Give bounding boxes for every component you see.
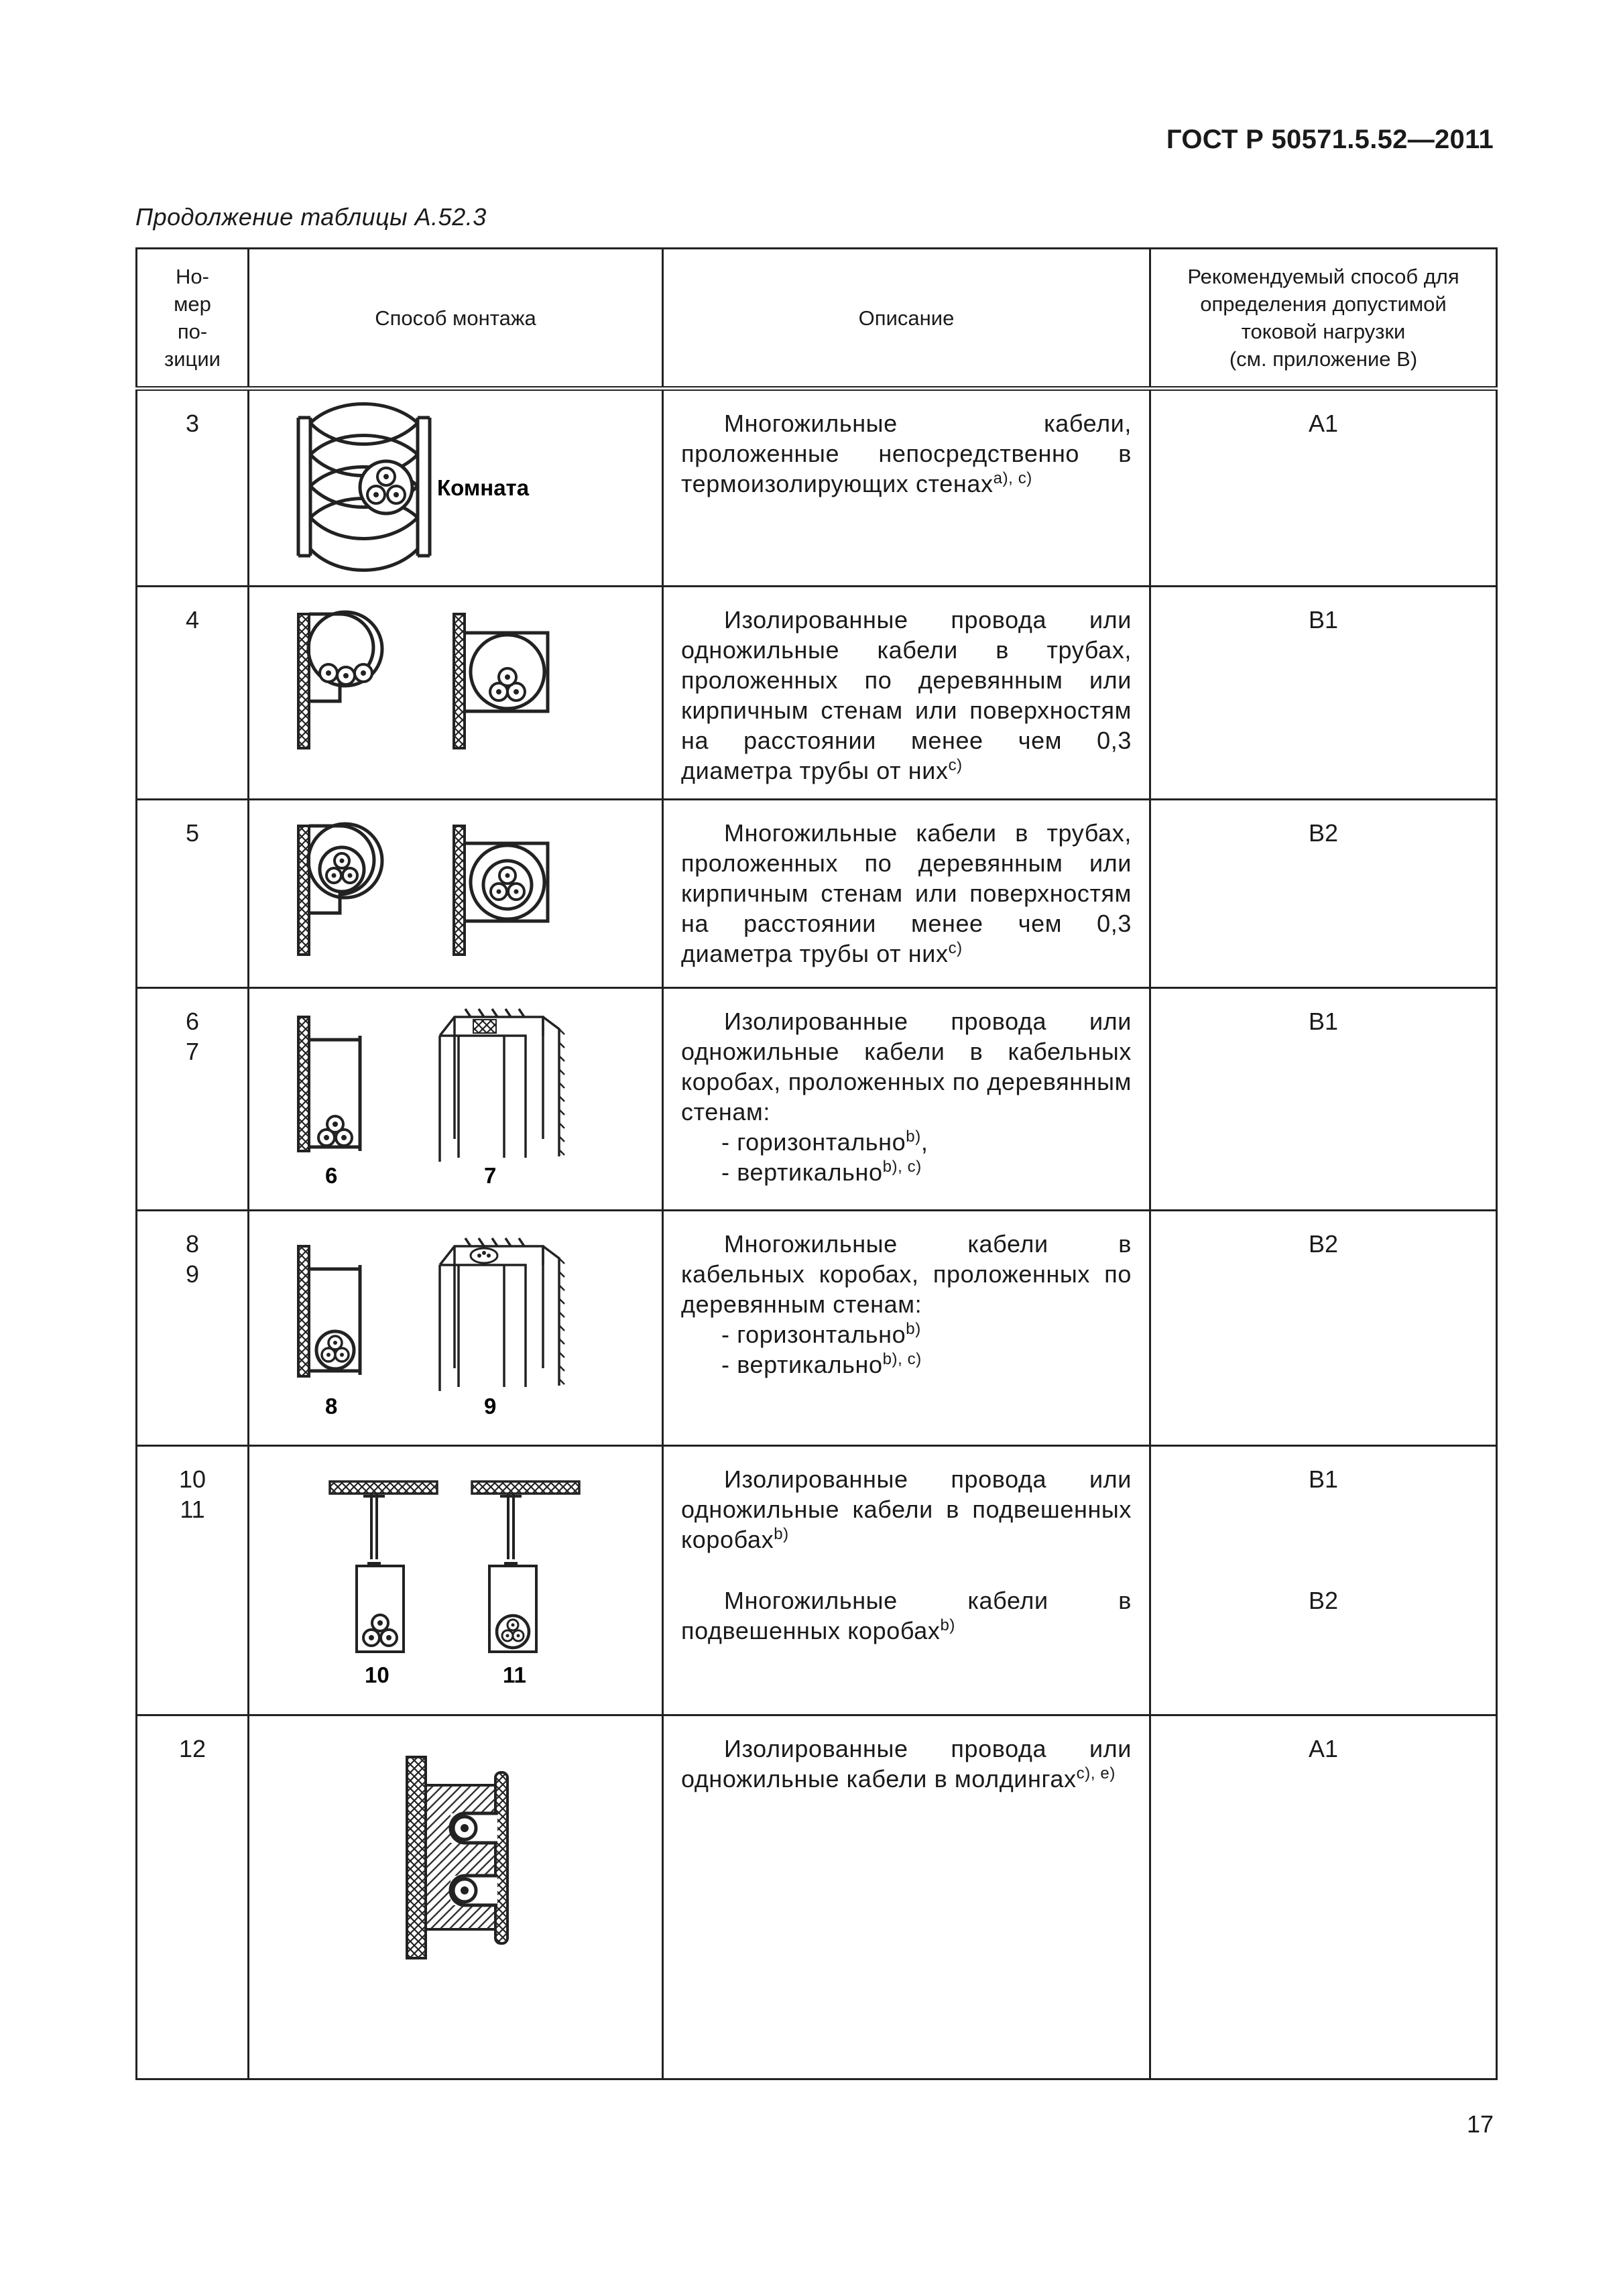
- description-cell: Изолированные провода или одножильные кабели в кабельных коробах, проложенных по деревянным стенам: - горизонтально$^{b)}$, - вертикально$^{b), c)}$: [663, 988, 1150, 1211]
- table-header-row: [137, 249, 1497, 389]
- description-cell: Многожильные кабели в кабельных коробах, проложенных по деревянным стенам: - горизонтально$^{b)}$ - вертикально$^{b), c)}$: [663, 1211, 1150, 1446]
- suspended-trunking-figure: [249, 1447, 660, 1712]
- description-cell: Изолированные провода или одножильные кабели в подвешенных коробах$^{b)}$ Многожильные кабели в подвешенных коробах$^{b)}$: [663, 1446, 1150, 1715]
- recommended-method: В1: [1150, 587, 1497, 800]
- description-cell: Изолированные провода или одножильные кабели в трубах, проложенных по деревянным или кирпичным стенам или поверхностям на расстоянии менее чем 0,3 диаметра трубы от них$^{c)}$: [663, 587, 1150, 800]
- position-number: 12: [137, 1715, 249, 2079]
- table-row: [137, 389, 1497, 587]
- table-row: [137, 1211, 1497, 1446]
- wall-trunking-multicore-figure: [249, 1211, 660, 1443]
- molding-figure: [249, 1716, 660, 2076]
- description-cell: Многожильные кабели в трубах, проложенных по деревянным или кирпичным стенам или поверхностям на расстоянии менее чем 0,3 диаметра трубы от них$^{c)}$: [663, 800, 1150, 988]
- figure-label-10: 10: [365, 1663, 389, 1687]
- table-row: [137, 1715, 1497, 2079]
- wall-trunking-figure: [249, 989, 660, 1207]
- figure-cell: [249, 1211, 663, 1446]
- table-row: [137, 988, 1497, 1211]
- figure-cell: [249, 587, 663, 800]
- position-number: 8 9: [137, 1211, 249, 1446]
- recommended-method: В1: [1150, 988, 1497, 1211]
- description-cell: Многожильные кабели, проложенные непосредственно в термоизолирующих стенах$^{a), c)}$: [663, 389, 1150, 587]
- table-row: [137, 587, 1497, 800]
- figure-label-8: 8: [325, 1394, 338, 1418]
- figure-label-9: 9: [484, 1394, 497, 1418]
- figure-cell: [249, 389, 663, 587]
- thermal-wall-figure: [249, 391, 660, 585]
- figure-cell: [249, 1715, 663, 2079]
- header-description: Описание: [663, 249, 1150, 389]
- figure-label-11: 11: [503, 1663, 526, 1687]
- figure-label-7: 7: [484, 1163, 497, 1188]
- table-caption: Продолжение таблицы А.52.3: [135, 203, 487, 231]
- page-number: 17: [1466, 2110, 1494, 2138]
- header-method: Способ монтажа: [249, 249, 663, 389]
- figure-label-6: 6: [325, 1163, 338, 1188]
- position-number: 10 11: [137, 1446, 249, 1715]
- figure-cell: [249, 1446, 663, 1715]
- figure-cell: [249, 800, 663, 988]
- position-number: 6 7: [137, 988, 249, 1211]
- figure-label-room: Комната: [437, 475, 530, 500]
- recommended-method: В2: [1150, 800, 1497, 988]
- figure-cell: [249, 988, 663, 1211]
- position-number: 3: [137, 389, 249, 587]
- position-number: 4: [137, 587, 249, 800]
- recommended-method: А1: [1150, 389, 1497, 587]
- multicore-conduit-figure: [249, 800, 660, 985]
- recommended-method: В2: [1150, 1211, 1497, 1446]
- description-cell: Изолированные провода или одножильные кабели в молдингах$^{c), e)}$: [663, 1715, 1150, 2079]
- table-row: [137, 800, 1497, 988]
- position-number: 5: [137, 800, 249, 988]
- standard-code: ГОСТ Р 50571.5.52—2011: [1166, 125, 1494, 154]
- header-number: Но- мер по- зиции: [137, 249, 249, 389]
- recommended-method: В1 В2: [1150, 1446, 1497, 1715]
- recommended-method: А1: [1150, 1715, 1497, 2079]
- header-recommended: Рекомендуемый способ для определения допустимой токовой нагрузки (см. приложение В): [1150, 249, 1497, 389]
- table-row: [137, 1446, 1497, 1715]
- conduit-wall-figure: [249, 587, 660, 796]
- installation-methods-table: [135, 247, 1498, 2080]
